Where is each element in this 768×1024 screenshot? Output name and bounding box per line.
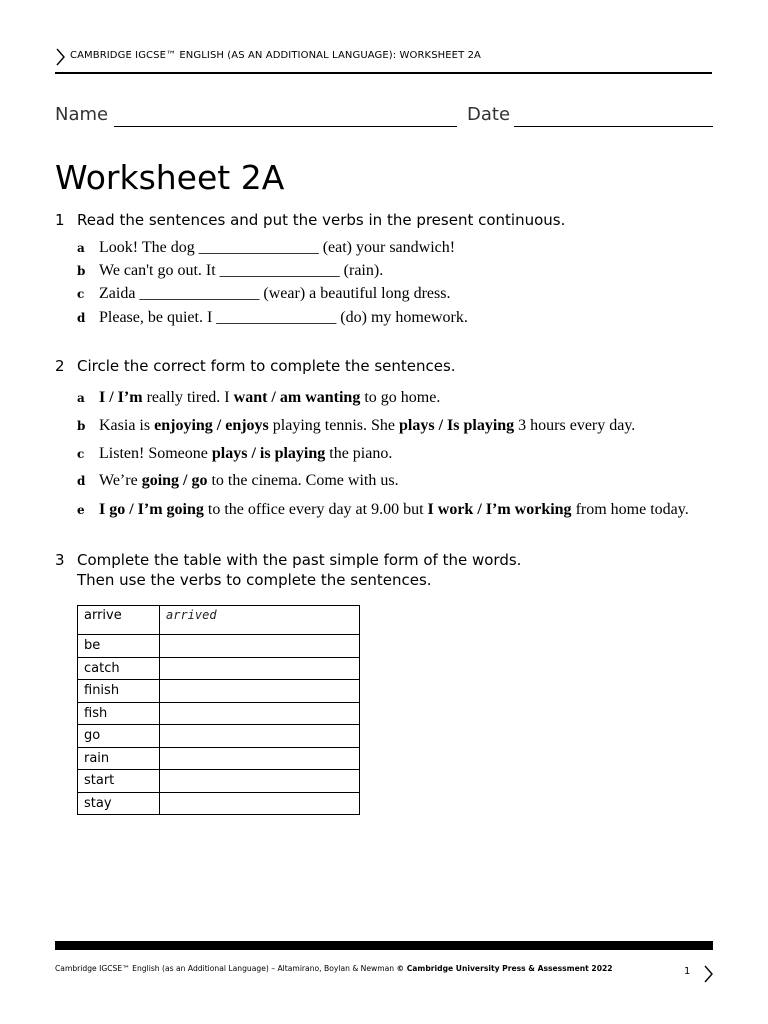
date-field[interactable] <box>514 126 713 127</box>
past-simple-cell[interactable] <box>160 680 360 703</box>
past-simple-cell[interactable] <box>160 635 360 658</box>
base-verb-cell: arrive <box>78 606 160 635</box>
sentence-text: (eat) your sandwich! <box>318 239 456 256</box>
item-letter: b <box>77 419 86 433</box>
footer-divider <box>55 941 713 950</box>
verb-table <box>77 605 360 815</box>
chevron-right-icon <box>55 48 65 66</box>
item-sentence <box>99 445 392 463</box>
past-simple-cell[interactable] <box>160 747 360 770</box>
sentence-text: (rain). <box>339 262 384 279</box>
item-letter: e <box>77 503 85 517</box>
sentence-text: to the cinema. Come with us. <box>207 472 399 489</box>
table-row <box>78 635 360 658</box>
question-instruction: Complete the table with the past simple form of the words. <box>77 551 522 569</box>
base-verb-cell: rain <box>78 747 160 770</box>
table-row <box>78 680 360 703</box>
past-simple-cell[interactable] <box>160 770 360 793</box>
question-instruction-continued: Then use the verbs to complete the sentences. <box>77 571 432 589</box>
sentence-text: Kasia is <box>99 417 155 434</box>
sentence-text: (do) my homework. <box>336 309 468 326</box>
table-row <box>78 770 360 793</box>
question-number: 2 <box>55 357 65 375</box>
choice-options[interactable]: plays / is playing <box>211 445 326 462</box>
answer-blank[interactable]: _______________ <box>216 309 337 326</box>
choice-options[interactable]: I / I’m <box>99 389 143 406</box>
next-page-chevron-icon[interactable] <box>703 965 713 983</box>
name-label: Name <box>55 104 109 125</box>
base-verb-cell: go <box>78 725 160 748</box>
sentence-text: to the office every day at 9.00 but <box>203 501 428 518</box>
answer-blank[interactable]: _______________ <box>198 239 319 256</box>
name-field[interactable] <box>114 126 457 127</box>
base-verb-cell: finish <box>78 680 160 703</box>
footer-prefix: Cambridge IGCSE™ English (as an Additional Language) – Altamirano, Boylan & Newman <box>55 964 397 973</box>
answer-blank[interactable]: _______________ <box>219 262 340 279</box>
sentence-text: We can't go out. It <box>99 262 220 279</box>
item-sentence <box>99 262 383 280</box>
sentence-text: playing tennis. She <box>268 417 399 434</box>
item-letter: b <box>77 264 86 278</box>
item-sentence <box>99 417 635 435</box>
past-simple-cell[interactable] <box>160 657 360 680</box>
choice-options[interactable]: enjoying / enjoys <box>154 417 269 434</box>
base-verb-cell: fish <box>78 702 160 725</box>
choice-options[interactable]: I go / I’m going <box>99 501 204 518</box>
table-row <box>78 725 360 748</box>
item-letter: c <box>77 447 85 461</box>
name-date-row <box>55 104 713 130</box>
table-row <box>78 606 360 635</box>
item-sentence <box>99 239 455 257</box>
item-sentence <box>99 501 689 519</box>
footer-publisher: © Cambridge University Press & Assessment 2022 <box>396 964 613 973</box>
sentence-text: Listen! Someone <box>99 445 212 462</box>
table-row <box>78 792 360 815</box>
choice-options[interactable]: plays / Is playing <box>399 417 515 434</box>
item-sentence <box>99 389 440 407</box>
answer-blank[interactable]: _______________ <box>139 285 260 302</box>
sentence-text: (wear) a beautiful long dress. <box>259 285 451 302</box>
question-number: 3 <box>55 551 65 569</box>
sentence-text: to go home. <box>360 389 441 406</box>
header-title: CAMBRIDGE IGCSE™ ENGLISH (AS AN ADDITIONAL LANGUAGE): WORKSHEET 2A <box>70 50 481 61</box>
sentence-text: We’re <box>99 472 142 489</box>
question-instruction: Read the sentences and put the verbs in the present continuous. <box>77 211 566 229</box>
sentence-text: Zaida <box>99 285 140 302</box>
choice-options[interactable]: want / am wanting <box>233 389 361 406</box>
choice-options[interactable]: going / go <box>141 472 208 489</box>
page-header <box>55 44 712 74</box>
item-letter: a <box>77 241 85 255</box>
past-simple-cell[interactable] <box>160 792 360 815</box>
past-simple-cell[interactable] <box>160 702 360 725</box>
base-verb-cell: be <box>78 635 160 658</box>
past-simple-cell[interactable] <box>160 725 360 748</box>
item-letter: d <box>77 474 86 488</box>
sentence-text: 3 hours every day. <box>514 417 636 434</box>
page-title: Worksheet 2A <box>55 158 285 197</box>
item-letter: c <box>77 287 85 301</box>
table-row <box>78 747 360 770</box>
sentence-text: the piano. <box>325 445 393 462</box>
table-row <box>78 657 360 680</box>
footer-credit <box>55 964 613 973</box>
choice-options[interactable]: I work / I’m working <box>427 501 572 518</box>
item-sentence <box>99 309 468 327</box>
base-verb-cell: stay <box>78 792 160 815</box>
base-verb-cell: catch <box>78 657 160 680</box>
sentence-text: from home today. <box>571 501 689 518</box>
table-row <box>78 702 360 725</box>
sentence-text: really tired. I <box>142 389 234 406</box>
past-simple-cell[interactable]: arrived <box>160 606 360 635</box>
question-instruction: Circle the correct form to complete the sentences. <box>77 357 456 375</box>
item-letter: a <box>77 391 85 405</box>
base-verb-cell: start <box>78 770 160 793</box>
date-label: Date <box>467 104 511 125</box>
page-number: 1 <box>684 966 691 977</box>
item-letter: d <box>77 311 86 325</box>
question-number: 1 <box>55 211 65 229</box>
sentence-text: Please, be quiet. I <box>99 309 217 326</box>
item-sentence <box>99 472 399 490</box>
sentence-text: Look! The dog <box>99 239 199 256</box>
item-sentence <box>99 285 450 303</box>
